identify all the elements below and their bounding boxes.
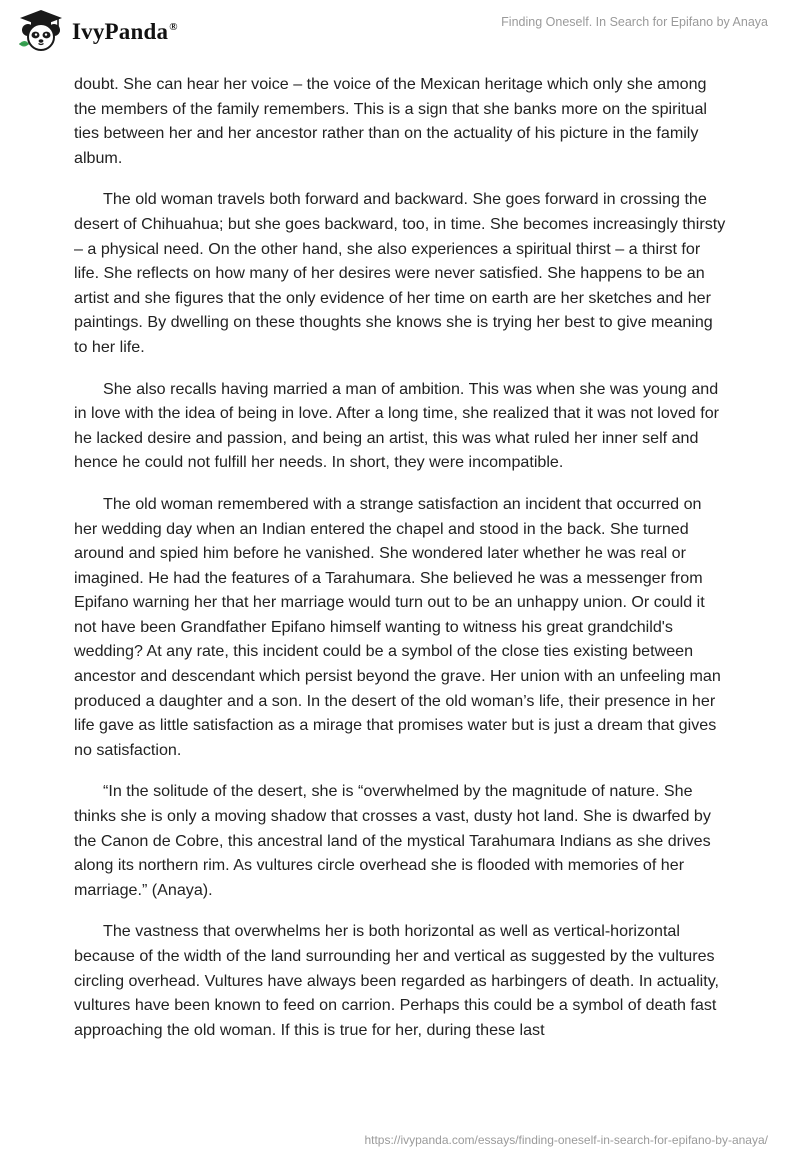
logo[interactable] (16, 8, 178, 52)
paragraph: The vastness that overwhelms her is both horizontal as well as vertical-horizontal because of the width of the land surrounding her and vertical as suggested by the vultures circling overhead. Vultures have always been regarded as harbingers of death. In actuality, vultures have been known to feed on carrion. Perhaps this could be a symbol of death fast approaching the old woman. If this is true for her, during these last (74, 922, 720, 1039)
source-url[interactable]: https://ivypanda.com/essays/finding-oneself-in-search-for-epifano-by-anaya/ (364, 1133, 768, 1147)
logo-text: IvyPanda® (72, 19, 178, 44)
paragraph: The old woman travels both forward and backward. She goes forward in crossing the desert of Chihuahua; but she goes backward, too, in time. She becomes increasingly thirsty – a physical need. On the other hand, she also experiences a spiritual thirst – a thirst for life. She reflects on how many of her desires were never satisfied. She happens to be an artist and she figures that the only evidence of her time on earth are her sketches and her paintings. By dwelling on these thoughts she knows she is trying her best to give meaning to her life. (74, 190, 726, 356)
essay-body (74, 72, 726, 1059)
paragraph: “In the solitude of the desert, she is “overwhelmed by the magnitude of nature. She thinks she is only a moving shadow that crosses a vast, dusty hot land. She is dwarfed by the Canon de Cobre, this ancestral land of the mystical Tarahumara Indians as she drives along its northern rim. As vultures circle overhead she is flooded with memories of her marriage.” (Anaya). (74, 782, 711, 899)
paragraph: The old woman remembered with a strange satisfaction an incident that occurred on her wedding day when an Indian entered the chapel and stood in the back. She turned around and spied him before he vanished. She wondered later whether he was real or imagined. He had the features of a Tarahumara. She believed he was a messenger from Epifano warning her that her marriage would turn out to be an unhappy union. Or could it not have been Grandfather Epifano himself wanting to witness his great grandchild's wedding? At any rate, this incident could be a symbol of the close ties existing between ancestor and descendant which persist beyond the grave. Her union with an unfeeling man produced a daughter and a son. In the desert of the old woman’s life, their presence in her life gave as little satisfaction as a mirage that promises water but is just a dream that gives no satisfaction. (74, 494, 721, 759)
page-header (0, 0, 800, 62)
paragraph: doubt. She can hear her voice – the voice of the Mexican heritage which only she among the members of the family remembers. This is a sign that she banks more on the spiritual ties between her and her ancestor rather than on the actuality of his picture in the family album. (74, 75, 707, 167)
document-title: Finding Oneself. In Search for Epifano by Anaya (501, 15, 768, 29)
paragraph: She also recalls having married a man of ambition. This was when she was young and in love with the idea of being in love. After a long time, she realized that it was not loved for he lacked desire and passion, and being an artist, this was what ruled her inner self and hence he could not fulfill her needs. In short, they were incompatible. (74, 379, 720, 472)
panda-graduate-icon (16, 8, 66, 52)
